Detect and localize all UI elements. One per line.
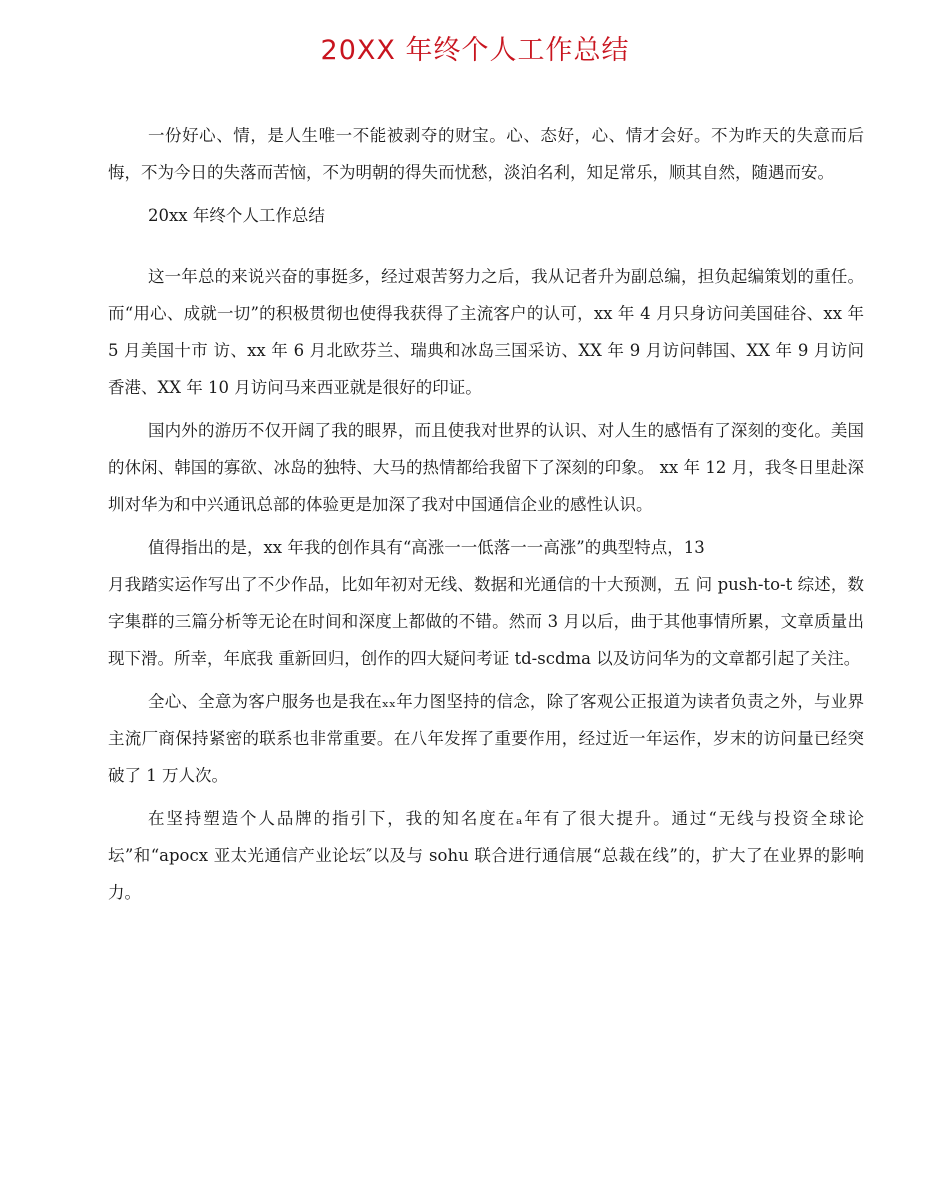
document-title: 20XX 年终个人工作总结 xyxy=(320,35,630,66)
paragraph-brand: 在坚持塑造个人品牌的指引下，我的知名度在ₐ年有了很大提升。通过“无线与投资全球论坛”和“apocx 亚太光通信产业论坛″以及与 sohu 联合进行通信展“总裁在线”的，扩大了在业界的影响力。 xyxy=(108,809,864,902)
paragraph-intro: 一份好心、情，是人生唯一不能被剥夺的财宝。心、态好，心、情才会好。不为昨天的失意而后悔，不为今日的失落而苦恼，不为明朝的得失而忧愁，淡泊名利，知足常乐，顺其自然，随遇而安。 xyxy=(108,126,864,182)
paragraph-service: 全心、全意为客户服务也是我在ₓₓ年力图坚持的信念，除了客观公正报道为读者负责之外，与业界主流厂商保持紧密的联系也非常重要。在八年发挥了重要作用，经过近一年运作，岁末的访问量已经突破了 1 万人次。 xyxy=(108,692,864,785)
document-body xyxy=(108,117,864,917)
paragraph-writing-intro: 值得指出的是，xx 年我的创作具有“高涨一一低落一一高涨”的典型特点，13 xyxy=(148,538,705,557)
paragraph-travel: 国内外的游历不仅开阔了我的眼界，而且使我对世界的认识、对人生的感悟有了深刻的变化。美国的休闲、韩国的寡欲、冰岛的独特、大马的热情都给我留下了深刻的印象。 xx 年 12 月，我冬日里赴深圳对华为和中兴通讯总部的体验更是加深了我对中国通信企业的感性认识。 xyxy=(108,421,864,514)
paragraph-promotion: 这一年总的来说兴奋的事挺多，经过艰苦努力之后，我从记者升为副总编，担负起编策划的重任。而“用心、成就一切”的积极贯彻也使得我获得了主流客户的认可，xx 年 4 月只身访问美国硅谷、xx 年 5 月美国十市 访、xx 年 6 月北欧芬兰、瑞典和冰岛三国采访、XX 年 9 月访问韩国、XX 年 9 月访问香港、XX 年 10 月访问马来西亚就是很好的印证。 xyxy=(108,267,864,397)
paragraph-writing-detail: 月我踏实运作写出了不少作品，比如年初对无线、数据和光通信的十大预测，五 问 push-to-t 综述，数字集群的三篇分析等无论在时间和深度上都做的不错。然而 3 月以后，曲于其他事情所累，文章质量出现下滑。所幸，年底我 重新回归，创作的四大疑问考证 td-scdma 以及访问华为的文章都引起了关注。 xyxy=(108,575,864,668)
paragraph-subtitle: 20xx 年终个人工作总结 xyxy=(148,206,325,225)
